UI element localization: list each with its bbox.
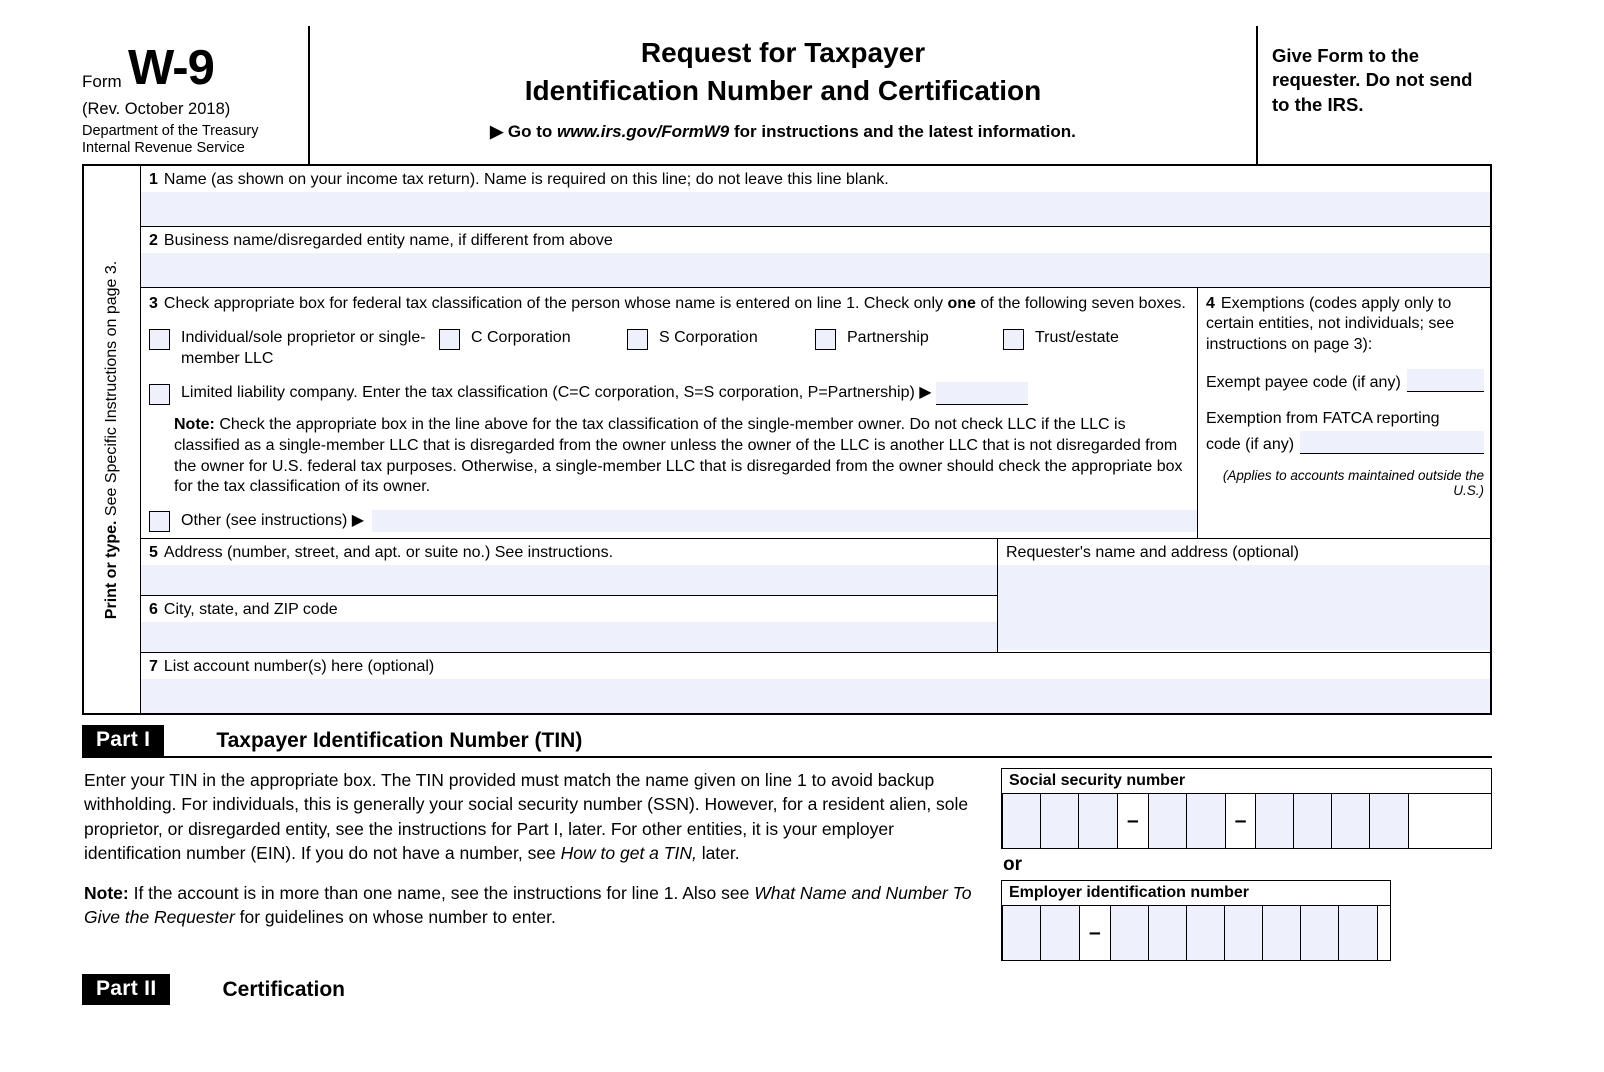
ssn-group-3 — [1255, 794, 1409, 848]
checkbox-limited-liability-company-box[interactable] — [149, 384, 170, 405]
line-6-number: 6 — [149, 601, 158, 619]
line-3-text-bold: one — [947, 295, 976, 312]
line-7-label: List account number(s) here (optional) — [163, 658, 435, 676]
fatca-label-line-2: code (if any) — [1206, 436, 1295, 454]
irs-url-link[interactable]: www.irs.gov/FormW9 — [557, 121, 730, 141]
sidebar-text — [103, 260, 121, 618]
checkbox-llc-label: Limited liability company. Enter the tax classification (C=C corporation, S=S corporation, P=Partnership) ▶ — [181, 384, 932, 402]
ssn-digit-9[interactable] — [1370, 794, 1408, 848]
part-1-text-column — [82, 768, 989, 961]
line-2-row — [141, 227, 1490, 288]
checkbox-trust-estate-label: Trust/estate — [1035, 329, 1119, 347]
fatca-code-input[interactable] — [1300, 431, 1484, 454]
ein-separator: – — [1089, 921, 1101, 945]
line-1-label: Name (as shown on your income tax return). Name is required on this line; do not leave this line blank. — [163, 171, 889, 188]
line-3-number: 3 — [149, 295, 158, 312]
ein-group-1 — [1002, 906, 1080, 960]
w9-form — [82, 26, 1492, 1005]
exempt-payee-code-input[interactable] — [1407, 369, 1484, 392]
part-1-paragraph-a: Enter your TIN in the appropriate box. The TIN provided must match the name given on line 1 to avoid backup withholding. For individuals, this is generally your social security number (SSN). However, for a resident alien, sole proprietor, or disregarded entity, see the instructions for Part I, later. For other entities, it is your employer identification number (EIN). If you do not have a number, see — [84, 770, 969, 863]
line-4-label-wrap — [1198, 288, 1490, 355]
ssn-digit-5[interactable] — [1187, 794, 1225, 848]
checkbox-individual-sole-proprietor[interactable] — [149, 328, 439, 370]
line-2-number: 2 — [149, 232, 158, 249]
form-word-label: Form — [82, 72, 122, 91]
llc-tax-classification-input[interactable] — [936, 382, 1028, 405]
line-3-note-text: Check the appropriate box in the line above for the tax classification of the single-member owner. Do not check LLC if the LLC is classified as a single-member LLC that is disregarded from the owner unless the owner of the LLC is another LLC that is not disregarded from the owner for U.S. federal tax purposes. Otherwise, a single-member LLC that is disregarded from the owner should check the appropriate box for the tax classification of its owner. — [174, 416, 1183, 496]
exempt-payee-label: Exempt payee code (if any) — [1206, 374, 1401, 392]
line-4-label: Exemptions (codes apply only to certain entities, not individuals; see instructions on page 3): — [1206, 295, 1455, 353]
line-3-note-bold: Note: — [174, 416, 215, 434]
ein-group — [1001, 880, 1391, 961]
ssn-digit-8[interactable] — [1332, 794, 1370, 848]
checkbox-other-label: Other (see instructions) ▶ — [181, 511, 365, 529]
ssn-digit-4[interactable] — [1149, 794, 1187, 848]
ssn-digit-7[interactable] — [1294, 794, 1332, 848]
ssn-digit-1[interactable] — [1003, 794, 1041, 848]
line-4-block — [1198, 288, 1490, 538]
checkbox-c-corp-box[interactable] — [439, 329, 460, 350]
line-2-label-wrap — [141, 227, 1490, 253]
checkbox-partnership-box[interactable] — [815, 329, 836, 350]
line-6-row — [141, 596, 997, 652]
ssn-cells — [1002, 794, 1491, 848]
goto-prefix: ▶ Go to — [490, 121, 558, 141]
line-1-name-input[interactable] — [141, 192, 1490, 226]
line-7-account-numbers-input[interactable] — [141, 679, 1490, 713]
sidebar-print-or-type — [84, 166, 141, 713]
irs-website-line — [310, 122, 1256, 142]
checkbox-partnership-label: Partnership — [847, 329, 929, 347]
address-and-requester-row — [141, 539, 1490, 653]
checkbox-c-corporation[interactable] — [439, 328, 627, 350]
line-5-label-wrap — [141, 539, 997, 565]
line-7-number: 7 — [149, 658, 158, 676]
give-form-notice: Give Form to the requester. Do not send to the IRS. — [1256, 26, 1492, 164]
line-6-city-state-zip-input[interactable] — [141, 622, 997, 652]
ein-digit-6[interactable] — [1225, 906, 1263, 960]
requester-block — [998, 539, 1490, 652]
ssn-separator-1: – — [1127, 809, 1139, 833]
line-5-number: 5 — [149, 544, 158, 562]
line-3-checkbox-row-1 — [141, 314, 1197, 370]
line-1-number: 1 — [149, 171, 158, 188]
ssn-digit-2[interactable] — [1041, 794, 1079, 848]
form-revision-date: (Rev. October 2018) — [82, 100, 231, 118]
part-1-body — [82, 758, 1492, 961]
line-2-business-name-input[interactable] — [141, 253, 1490, 287]
line-3-llc-row — [141, 370, 1197, 405]
sidebar-bold-text: Print or type. — [103, 520, 120, 619]
part-1-title: Taxpayer Identification Number (TIN) — [216, 728, 583, 752]
checkbox-partnership[interactable] — [815, 328, 1003, 350]
ein-digit-5[interactable] — [1187, 906, 1225, 960]
department-line-1: Department of the Treasury — [82, 123, 259, 139]
form-main-column — [141, 166, 1490, 713]
ssn-group-1 — [1002, 794, 1118, 848]
line-5-row — [141, 539, 997, 596]
sidebar-normal-text: See Specific Instructions on page 3. — [103, 260, 120, 516]
ein-label: Employer identification number — [1002, 881, 1390, 906]
checkbox-c-corp-label: C Corporation — [471, 329, 571, 347]
line-5-address-input[interactable] — [141, 565, 997, 595]
fatca-label-line-1: Exemption from FATCA reporting — [1206, 410, 1440, 428]
checkbox-trust-estate[interactable] — [1003, 328, 1119, 350]
part-1-tin-boxes — [989, 768, 1492, 961]
part-1-note — [84, 881, 989, 929]
form-header — [82, 26, 1492, 166]
ein-digit-9[interactable] — [1339, 906, 1377, 960]
ein-digit-3[interactable] — [1111, 906, 1149, 960]
line-3-note — [141, 405, 1197, 498]
goto-suffix: for instructions and the latest information. — [729, 121, 1076, 141]
line-1-label-wrap — [141, 166, 1490, 192]
ssn-separator-2: – — [1234, 809, 1247, 833]
part-1-note-italic: What Name and Number To Give the Requester — [84, 882, 972, 927]
ssn-digit-6[interactable] — [1256, 794, 1294, 848]
part-1-note-bold: Note: — [84, 882, 129, 903]
requester-label: Requester's name and address (optional) — [1006, 544, 1299, 562]
ein-digit-8[interactable] — [1301, 906, 1339, 960]
ssn-label: Social security number — [1002, 769, 1491, 794]
ein-digit-4[interactable] — [1149, 906, 1187, 960]
form-body — [82, 166, 1492, 715]
form-number-title: W-9 — [128, 41, 214, 95]
part-1-paragraph — [84, 768, 989, 865]
checkbox-individual-label: Individual/sole proprietor or single-member LLC — [181, 329, 426, 368]
checkbox-trust-estate-box[interactable] — [1003, 329, 1024, 350]
line-4-number: 4 — [1206, 295, 1215, 312]
part-1-note-b: for guidelines on whose number to enter. — [234, 906, 556, 927]
address-block — [141, 539, 998, 652]
part-2-title: Certification — [222, 977, 345, 1001]
form-title-line-2: Identification Number and Certification — [524, 74, 1042, 106]
line-3-text-b: of the following seven boxes. — [975, 295, 1186, 312]
ein-cells — [1002, 906, 1390, 960]
ein-group-2 — [1110, 906, 1378, 960]
or-label: or — [1003, 854, 1022, 876]
checkbox-s-corp-box[interactable] — [627, 329, 648, 350]
ssn-digit-3[interactable] — [1079, 794, 1117, 848]
line-3-other-row — [141, 498, 1197, 538]
line-7-row — [141, 653, 1490, 713]
part-1-paragraph-b: later. — [696, 842, 740, 863]
header-left-block — [82, 26, 310, 164]
line-7-label-wrap — [141, 653, 1490, 679]
part-1-tag: Part I — [82, 725, 164, 756]
checkbox-other-box[interactable] — [149, 511, 170, 532]
fatca-applies-note: (Applies to accounts maintained outside the U.S.) — [1222, 468, 1484, 499]
line-5-label: Address (number, street, and apt. or suite no.) See instructions. — [163, 544, 614, 562]
requester-name-address-input[interactable] — [998, 565, 1490, 650]
line-3-text-a: Check appropriate box for federal tax classification of the person whose name is entered on line 1. Check only — [163, 295, 948, 312]
line-3-label-wrap — [141, 288, 1197, 314]
ein-digit-1[interactable] — [1003, 906, 1041, 960]
part-1-paragraph-italic: How to get a TIN, — [560, 842, 697, 863]
line-3-block — [141, 288, 1198, 538]
checkbox-s-corporation[interactable] — [627, 328, 815, 350]
fatca-row — [1198, 428, 1490, 454]
line-2-label: Business name/disregarded entity name, if different from above — [163, 232, 613, 249]
checkbox-individual-box[interactable] — [149, 329, 170, 350]
checkbox-s-corp-label: S Corporation — [659, 329, 758, 347]
part-2-header — [82, 974, 1492, 1005]
line-6-label: City, state, and ZIP code — [163, 601, 338, 619]
ssn-group-2 — [1148, 794, 1226, 848]
line-1-row — [141, 166, 1490, 227]
ssn-group — [1001, 768, 1492, 849]
part-1-note-a: If the account is in more than one name, see the instructions for line 1. Also see — [128, 882, 755, 903]
ein-digit-7[interactable] — [1263, 906, 1301, 960]
department-line-2: Internal Revenue Service — [82, 140, 245, 156]
part-1-header — [82, 725, 1492, 756]
header-title-block — [310, 26, 1256, 164]
exempt-payee-row — [1198, 355, 1490, 392]
other-classification-input[interactable] — [372, 510, 1197, 532]
line-6-label-wrap — [141, 596, 997, 622]
part-2-tag: Part II — [82, 974, 170, 1005]
line-3-and-4-row — [141, 288, 1490, 539]
form-title-line-1: Request for Taxpayer — [640, 37, 926, 68]
ein-digit-2[interactable] — [1041, 906, 1079, 960]
